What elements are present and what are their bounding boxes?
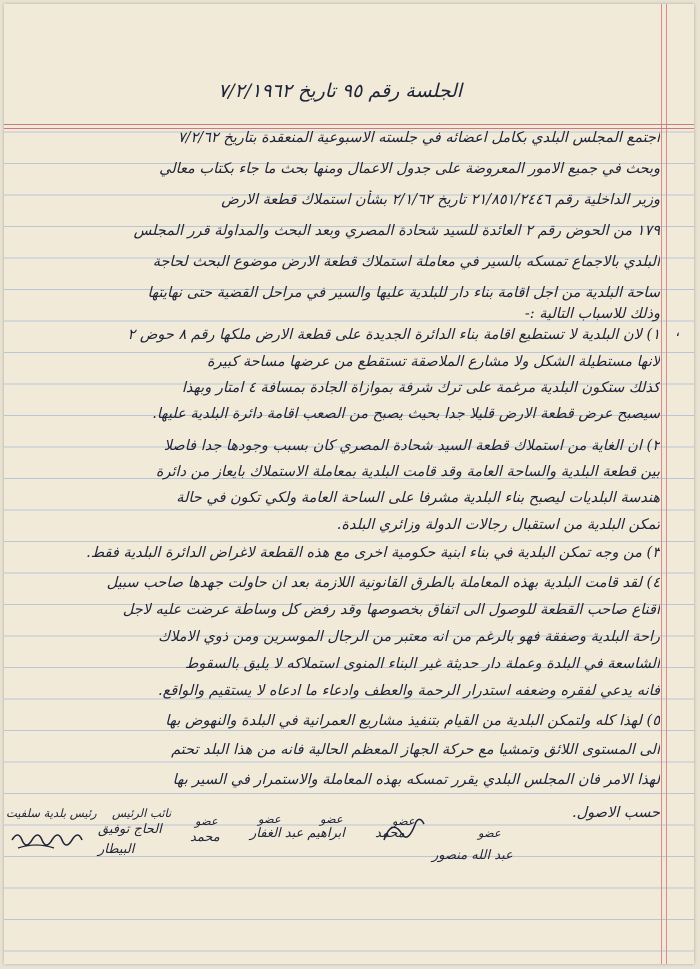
text-line: وذلك للاسباب التالية :- bbox=[524, 306, 660, 322]
text-line: تمكن البلدية من استقبال رجالات الدولة وزائري البلدة. bbox=[336, 517, 660, 533]
text-line: لانها مستطيلة الشكل ولا مشارع الملاصقة تستقطع من عرضها مساحة كبيرة bbox=[206, 354, 660, 370]
signature-name: محمد bbox=[375, 826, 405, 841]
margin-rule bbox=[661, 4, 662, 964]
text-line: فانه يدعي لفقره وضعفه استدرار الرحمة والعطف وادعاء ما ادعاه لا يستقيم والواقع. bbox=[158, 683, 660, 699]
text-line: بين قطعة البلدية والساحة العامة وقد قامت البلدية بمعاملة الاستملاك بايعاز من دائرة bbox=[155, 464, 660, 480]
signature-name: عبد الله منصور bbox=[432, 848, 513, 863]
signature-label: عضو bbox=[478, 826, 501, 840]
margin-rule bbox=[666, 4, 667, 964]
header-rule bbox=[4, 124, 694, 125]
text-line: وزير الداخلية رقم ٢١/٨٥١/٢٤٤٦ تاريخ ٢/١/٦٢ بشأن استملاك قطعة الارض bbox=[221, 192, 660, 208]
text-line: اقناع صاحب القطعة للوصول الى اتفاق بخصوصها وقد رفض كل وساطة عرضت عليه لاجل bbox=[122, 602, 660, 618]
signature-label: عضو bbox=[258, 812, 281, 826]
text-line: كذلك ستكون البلدية مرغمة على ترك شرفة بموازاة الجادة بمسافة ٤ امتار وبهذا bbox=[181, 380, 660, 396]
text-line: ٢) ان الغاية من استملاك قطعة السيد شحادة المصري كان بسبب وجودها جدا فاصلا bbox=[163, 438, 660, 454]
signature-label: رئيس بلدية سلفيت bbox=[6, 806, 97, 820]
text-line: هندسة البلديات ليصبح بناء البلدية مشرفا على الساحة العامة ولكي تكون في حالة bbox=[176, 490, 660, 506]
text-line: وبحث في جميع الامور المعروضة على جدول الاعمال ومنها بحث ما جاء بكتاب معالي bbox=[159, 161, 660, 177]
text-line: لهذا الامر فان المجلس البلدي يقرر تمسكه بهذه المعاملة والاستمرار في السير بها bbox=[172, 772, 660, 788]
signature-label: عضو bbox=[392, 814, 415, 828]
text-line: راحة البلدية وصفقة فهو بالرغم من انه معتبر من الرجال الموسرين ومن ذوي الاملاك bbox=[158, 629, 660, 645]
text-line: الى المستوى اللائق وتمشيا مع حركة الجهاز المعظم الحالية فانه من هذا البلد تحتم bbox=[171, 742, 660, 758]
signature-scribble bbox=[378, 812, 428, 848]
signature-label: نائب الرئيس bbox=[112, 806, 172, 820]
paragraph-marker: ، bbox=[675, 324, 680, 340]
text-line: ساحة البلدية من اجل اقامة بناء دار للبلدية عليها والسير في مراحل القضية حتى نهايتها bbox=[147, 285, 660, 301]
text-line: حسب الاصول. bbox=[572, 805, 660, 821]
text-line: الشاسعة في البلدة وعملة دار حديثة غير البناء المنوى استملاكه لا يليق بالسقوط bbox=[184, 656, 660, 672]
text-line: ٤) لقد قامت البلدية بهذه المعاملة بالطرق القانونية اللازمة بعد ان حاولت جهدها صاحب سبيل bbox=[106, 575, 660, 591]
signature-scribble bbox=[8, 818, 88, 858]
text-line: البلدي بالاجماع تمسكه بالسير في معاملة استملاك قطعة الارض موضوع البحث لحاجة bbox=[152, 254, 660, 270]
text-line: ١٧٩ من الحوض رقم ٢ العائدة للسيد شحادة المصري وبعد البحث والمداولة قرر المجلس bbox=[133, 223, 660, 239]
signature-label: عضو bbox=[195, 814, 218, 828]
text-line: ١) لان البلدية لا تستطيع اقامة بناء الدائرة الجديدة على قطعة الارض ملكها رقم ٨ حوض ٢ bbox=[127, 327, 660, 343]
signature-name: الحاج توفيق bbox=[98, 822, 162, 837]
text-line: سيصبح عرض قطعة الارض قليلا جدا بحيث يصبح من الصعب اقامة دائرة البلدية عليها. bbox=[152, 406, 660, 422]
signature-name: البيطار bbox=[98, 842, 135, 857]
text-line: ٥) لهذا كله ولتمكن البلدية من القيام بتنفيذ مشاريع العمرانية في البلدة والنهوض بها bbox=[165, 713, 660, 729]
signature-name: محمد bbox=[190, 830, 220, 845]
signature-name: ابراهيم عبد الغفار bbox=[250, 826, 345, 841]
text-line: ٣) من وجه تمكن البلدية في بناء ابنية حكومية اخرى مع هذه القطعة لاغراض الدائرة البلدية فقط. bbox=[86, 545, 660, 561]
signature-label: عضو bbox=[320, 812, 343, 826]
text-line: اجتمع المجلس البلدي بكامل اعضائه في جلسته الاسبوعية المنعقدة بتاريخ ٧/٢/٦٢ bbox=[177, 130, 660, 146]
session-title: الجلسة رقم ٩٥ تاريخ ٧/٢/١٩٦٢ bbox=[217, 80, 463, 102]
